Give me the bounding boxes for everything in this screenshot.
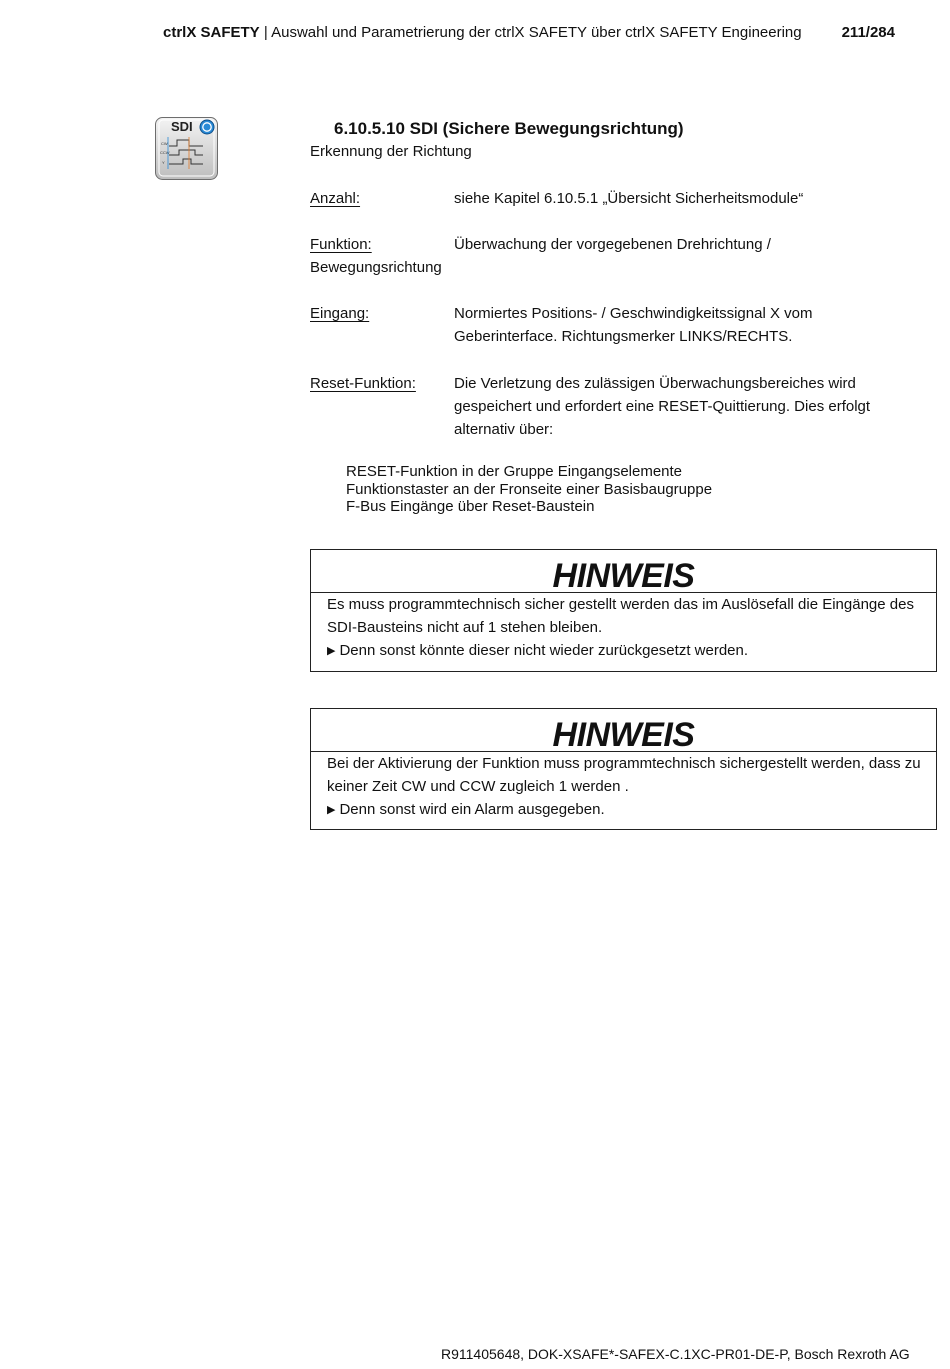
section-title: 6.10.5.10 SDI (Sichere Bewegungsrichtung)	[334, 119, 684, 138]
funktion-label: Funktion:	[310, 236, 372, 253]
notice-action	[327, 798, 926, 822]
sdi-icon	[155, 117, 218, 180]
anzahl-value: siehe Kapitel 6.10.5.1 „Übersicht Sicherheitsmodule“	[454, 190, 804, 207]
eingang-label: Eingang:	[310, 305, 370, 322]
notice-body	[311, 752, 936, 830]
notice-action-text: Denn sonst könnte dieser nicht wieder zurückgesetzt werden.	[339, 642, 749, 659]
list-item: F-Bus Eingänge über Reset-Baustein	[346, 498, 595, 515]
funktion-value: Überwachung der vorgegebenen Drehrichtung /	[454, 236, 771, 253]
icon-row-y: Y	[162, 160, 165, 165]
header-separator: |	[259, 24, 272, 41]
notice-action-text: Denn sonst wird ein Alarm ausgegeben.	[339, 801, 605, 818]
page-header	[163, 24, 895, 42]
reset-value: Die Verletzung des zulässigen Überwachungsbereiches wird gespeichert und erfordert eine RESET-Quittierung. Dies erfolgt alternativ über:	[454, 375, 871, 438]
section-subtitle: Erkennung der Richtung	[310, 143, 472, 160]
notice-text: Bei der Aktivierung der Funktion muss programmtechnisch sichergestellt werden, dass zu keiner Zeit CW und CCW zugleich 1 werden .	[327, 755, 921, 795]
eingang-value: Normiertes Positions- / Geschwindigkeitssignal X vom Geberinterface. Richtungsmerker LINKS/RECHTS.	[454, 305, 813, 345]
list-item: RESET-Funktion in der Gruppe Eingangselemente	[346, 463, 683, 480]
funktion-value-continuation: Bewegungsrichtung	[310, 259, 442, 276]
notice-box	[310, 708, 937, 830]
list-item: Funktionstaster an der Fronseite einer Basisbaugruppe	[346, 480, 713, 498]
notice-box	[310, 549, 937, 672]
arrow-right-icon: ▶	[327, 645, 336, 657]
icon-label: SDI	[171, 119, 193, 134]
header-brand: ctrlX SAFETY	[163, 24, 260, 41]
reset-options-list	[346, 463, 712, 516]
notice-text: Es muss programmtechnisch sicher gestellt werden das im Auslösefall die Eingänge des SDI-Bausteins nicht auf 1 stehen bleiben.	[327, 596, 914, 636]
notice-title: HINWEIS	[311, 709, 936, 752]
page-number: 211/284	[841, 24, 895, 41]
notice-body	[311, 593, 936, 671]
icon-row-cw: CW	[161, 141, 168, 146]
reset-label: Reset-Funktion:	[310, 375, 416, 392]
notice-title: HINWEIS	[311, 550, 936, 593]
page-footer: R911405648, DOK-XSAFE*-SAFEX-C.1XC-PR01-DE-P, Bosch Rexroth AG	[441, 1346, 910, 1362]
notice-action	[327, 639, 926, 663]
arrow-right-icon: ▶	[327, 804, 336, 816]
icon-row-ccw: CCW	[160, 150, 170, 155]
header-title: Auswahl und Parametrierung der ctrlX SAFETY über ctrlX SAFETY Engineering	[271, 24, 802, 41]
anzahl-label: Anzahl:	[310, 190, 361, 207]
